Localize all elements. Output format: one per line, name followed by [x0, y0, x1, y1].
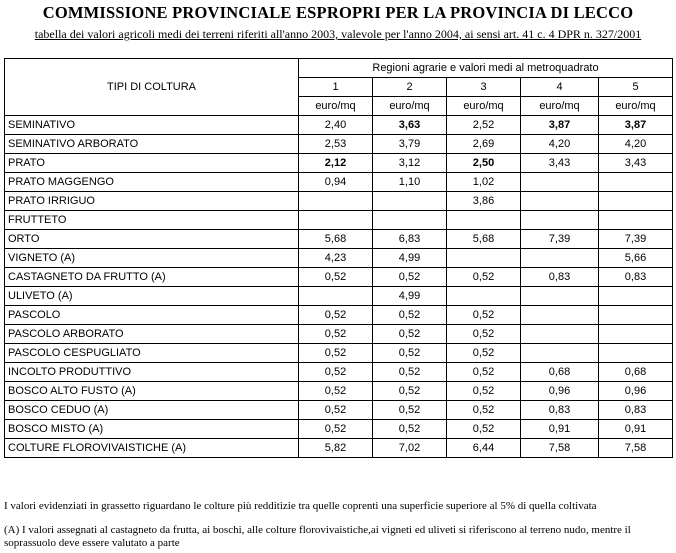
value-region-5: 3,87: [599, 116, 673, 135]
value-region-4: 0,83: [521, 401, 599, 420]
culture-name: INCOLTO PRODUTTIVO: [5, 363, 299, 382]
culture-name: PASCOLO CESPUGLIATO: [5, 344, 299, 363]
value-region-4: 0,68: [521, 363, 599, 382]
value-region-5: [599, 173, 673, 192]
value-region-3: 0,52: [447, 363, 521, 382]
unit-5: euro/mq: [599, 97, 673, 116]
value-region-3: 3,86: [447, 192, 521, 211]
value-region-2: 6,83: [373, 230, 447, 249]
value-region-2: [373, 211, 447, 230]
value-region-4: [521, 344, 599, 363]
culture-name: SEMINATIVO ARBORATO: [5, 135, 299, 154]
values-table: [4, 58, 673, 458]
value-region-4: [521, 249, 599, 268]
value-region-1: 0,52: [299, 325, 373, 344]
unit-3: euro/mq: [447, 97, 521, 116]
value-region-5: [599, 192, 673, 211]
value-region-3: 2,52: [447, 116, 521, 135]
value-region-5: [599, 344, 673, 363]
value-region-4: [521, 211, 599, 230]
value-region-4: 0,96: [521, 382, 599, 401]
value-region-2: 0,52: [373, 344, 447, 363]
table-row: [5, 306, 673, 325]
value-region-3: 0,52: [447, 382, 521, 401]
value-region-2: 3,79: [373, 135, 447, 154]
table-row: [5, 344, 673, 363]
table-row: [5, 211, 673, 230]
culture-name: VIGNETO (A): [5, 249, 299, 268]
value-region-3: 0,52: [447, 401, 521, 420]
value-region-1: 2,12: [299, 154, 373, 173]
value-region-2: 0,52: [373, 420, 447, 439]
value-region-3: [447, 211, 521, 230]
unit-2: euro/mq: [373, 97, 447, 116]
value-region-1: 0,52: [299, 420, 373, 439]
document-subtitle: tabella dei valori agricoli medi dei terreni riferiti all'anno 2003, valevole per l'anno 2004, ai sensi art. 41 c. 4 DPR n. 327/2001: [34, 27, 642, 41]
table-row: [5, 192, 673, 211]
value-region-5: 0,83: [599, 268, 673, 287]
culture-name: BOSCO MISTO (A): [5, 420, 299, 439]
table-row: [5, 135, 673, 154]
culture-name: BOSCO ALTO FUSTO (A): [5, 382, 299, 401]
value-region-2: 0,52: [373, 382, 447, 401]
value-region-2: 0,52: [373, 401, 447, 420]
document-title: COMMISSIONE PROVINCIALE ESPROPRI PER LA PROVINCIA DI LECCO: [42, 3, 634, 22]
value-region-2: 7,02: [373, 439, 447, 458]
culture-name: BOSCO CEDUO (A): [5, 401, 299, 420]
unit-4: euro/mq: [521, 97, 599, 116]
col-title-tipi: TIPI DI COLTURA: [5, 59, 299, 116]
table-row: [5, 401, 673, 420]
value-region-4: 0,91: [521, 420, 599, 439]
value-region-1: 0,52: [299, 363, 373, 382]
table-row: [5, 154, 673, 173]
value-region-4: 3,87: [521, 116, 599, 135]
table-row: [5, 439, 673, 458]
value-region-3: [447, 249, 521, 268]
table-row: [5, 420, 673, 439]
note-bold-explanation: I valori evidenziati in grassetto riguardano le colture più redditizie tra quelle coprenti una superficie superiore al 5% di quella coltivata: [4, 500, 597, 512]
value-region-3: 0,52: [447, 420, 521, 439]
value-region-3: 6,44: [447, 439, 521, 458]
value-region-3: 1,02: [447, 173, 521, 192]
value-region-2: 3,63: [373, 116, 447, 135]
value-region-5: 0,83: [599, 401, 673, 420]
table-row: [5, 230, 673, 249]
region-5-header: 5: [599, 78, 673, 97]
value-region-1: 0,52: [299, 382, 373, 401]
table-row: [5, 116, 673, 135]
value-region-4: 7,58: [521, 439, 599, 458]
table-row: [5, 249, 673, 268]
region-1-header: 1: [299, 78, 373, 97]
value-region-5: [599, 325, 673, 344]
table-row: [5, 268, 673, 287]
value-region-1: 0,52: [299, 306, 373, 325]
value-region-1: 2,53: [299, 135, 373, 154]
value-region-5: 0,96: [599, 382, 673, 401]
value-region-3: 2,69: [447, 135, 521, 154]
culture-name: COLTURE FLOROVIVAISTICHE (A): [5, 439, 299, 458]
table-row: [5, 325, 673, 344]
value-region-3: 0,52: [447, 325, 521, 344]
header-row-region: [5, 59, 673, 78]
table-row: [5, 287, 673, 306]
value-region-1: 0,52: [299, 401, 373, 420]
value-region-5: [599, 306, 673, 325]
culture-name: ULIVETO (A): [5, 287, 299, 306]
value-region-2: 1,10: [373, 173, 447, 192]
value-region-5: 3,43: [599, 154, 673, 173]
value-region-3: 2,50: [447, 154, 521, 173]
table-row: [5, 173, 673, 192]
value-region-1: 4,23: [299, 249, 373, 268]
region-2-header: 2: [373, 78, 447, 97]
values-table-body: [5, 59, 673, 458]
unit-1: euro/mq: [299, 97, 373, 116]
value-region-5: [599, 287, 673, 306]
value-region-5: 5,66: [599, 249, 673, 268]
culture-name: ORTO: [5, 230, 299, 249]
value-region-2: 4,99: [373, 249, 447, 268]
culture-name: PRATO IRRIGUO: [5, 192, 299, 211]
value-region-4: [521, 173, 599, 192]
region-header: Regioni agrarie e valori medi al metroquadrato: [299, 59, 673, 78]
region-3-header: 3: [447, 78, 521, 97]
value-region-3: 0,52: [447, 344, 521, 363]
culture-name: CASTAGNETO DA FRUTTO (A): [5, 268, 299, 287]
value-region-1: [299, 211, 373, 230]
value-region-4: 3,43: [521, 154, 599, 173]
value-region-3: 5,68: [447, 230, 521, 249]
value-region-4: 4,20: [521, 135, 599, 154]
value-region-4: [521, 192, 599, 211]
culture-name: FRUTTETO: [5, 211, 299, 230]
value-region-2: 0,52: [373, 325, 447, 344]
culture-name: PASCOLO ARBORATO: [5, 325, 299, 344]
value-region-4: 0,83: [521, 268, 599, 287]
value-region-2: [373, 192, 447, 211]
region-4-header: 4: [521, 78, 599, 97]
value-region-4: [521, 306, 599, 325]
value-region-2: 0,52: [373, 306, 447, 325]
value-region-2: 4,99: [373, 287, 447, 306]
value-region-5: 7,58: [599, 439, 673, 458]
value-region-2: 0,52: [373, 363, 447, 382]
value-region-3: 0,52: [447, 306, 521, 325]
value-region-1: 2,40: [299, 116, 373, 135]
value-region-5: [599, 211, 673, 230]
value-region-4: [521, 287, 599, 306]
value-region-5: 0,91: [599, 420, 673, 439]
value-region-4: [521, 325, 599, 344]
culture-name: PRATO MAGGENGO: [5, 173, 299, 192]
value-region-1: 5,82: [299, 439, 373, 458]
table-row: [5, 363, 673, 382]
value-region-3: 0,52: [447, 268, 521, 287]
value-region-5: 0,68: [599, 363, 673, 382]
culture-name: PRATO: [5, 154, 299, 173]
value-region-1: 0,52: [299, 268, 373, 287]
culture-name: SEMINATIVO: [5, 116, 299, 135]
value-region-2: 0,52: [373, 268, 447, 287]
value-region-4: 7,39: [521, 230, 599, 249]
value-region-1: 5,68: [299, 230, 373, 249]
value-region-1: 0,52: [299, 344, 373, 363]
table-row: [5, 382, 673, 401]
value-region-2: 3,12: [373, 154, 447, 173]
value-region-1: 0,94: [299, 173, 373, 192]
culture-name: PASCOLO: [5, 306, 299, 325]
value-region-1: [299, 287, 373, 306]
value-region-5: 7,39: [599, 230, 673, 249]
value-region-3: [447, 287, 521, 306]
value-region-5: 4,20: [599, 135, 673, 154]
note-a-explanation: (A) I valori assegnati al castagneto da frutta, ai boschi, alle colture florovivaistiche,ai vigneti ed uliveti si riferiscono al terreno nudo, mentre il soprassuolo deve essere valutato a parte: [4, 524, 631, 549]
value-region-1: [299, 192, 373, 211]
